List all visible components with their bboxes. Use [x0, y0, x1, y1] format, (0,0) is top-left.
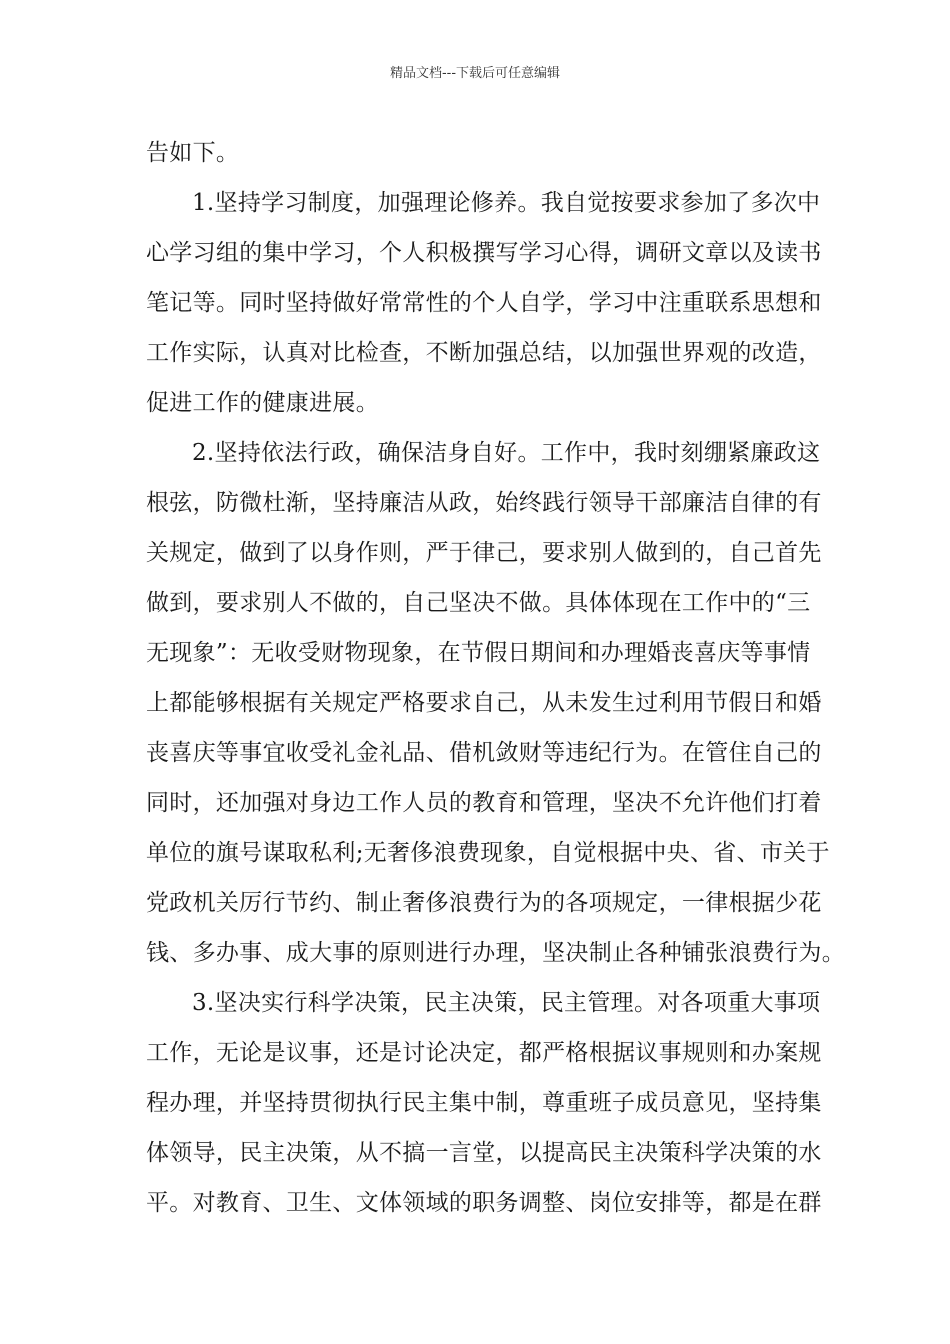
paragraph-2-start: 2.坚持依法行政，确保洁身自好。工作中，我时刻绷紧廉政这: [192, 440, 821, 466]
text-line: 体领导，民主决策，从不搞一言堂，以提高民主决策科学决策的水: [146, 1140, 822, 1166]
text-line: 钱、多办事、成大事的原则进行办理，坚决制止各种铺张浪费行为。: [146, 940, 845, 966]
text-line: 同时，还加强对身边工作人员的教育和管理，坚决不允许他们打着: [146, 790, 822, 816]
text-line: 关规定，做到了以身作则，严于律己，要求别人做到的，自己首先: [146, 540, 822, 566]
text-line: 党政机关厉行节约、制止奢侈浪费行为的各项规定，一律根据少花: [146, 890, 822, 916]
text-line: 做到，要求别人不做的，自己坚决不做。具体体现在工作中的“三: [146, 590, 811, 616]
text-line: 工作，无论是议事，还是讨论决定，都严格根据议事规则和办案规: [146, 1040, 822, 1066]
paragraph-1-start: 1.坚持学习制度，加强理论修养。我自觉按要求参加了多次中: [192, 190, 821, 216]
text-line: 根弦，防微杜渐，坚持廉洁从政，始终践行领导干部廉洁自律的有: [146, 490, 822, 516]
text-line: 丧喜庆等事宜收受礼金礼品、借机敛财等违纪行为。在管住自己的: [146, 740, 822, 766]
text-line: 心学习组的集中学习，个人积极撰写学习心得，调研文章以及读书: [146, 240, 822, 266]
text-line: 程办理，并坚持贯彻执行民主集中制，尊重班子成员意见，坚持集: [146, 1090, 822, 1116]
text-line: 笔记等。同时坚持做好常常性的个人自学，学习中注重联系思想和: [146, 290, 822, 316]
text-line: 工作实际，认真对比检查，不断加强总结，以加强世界观的改造，: [146, 340, 822, 366]
text-line: 上都能够根据有关规定严格要求自己，从未发生过利用节假日和婚: [146, 690, 822, 716]
text-line: 告如下。: [146, 140, 240, 166]
paragraph-3-start: 3.坚决实行科学决策，民主决策，民主管理。对各项重大事项: [192, 990, 821, 1016]
text-line: 无现象”：无收受财物现象，在节假日期间和办理婚丧喜庆等事情: [146, 640, 811, 666]
text-line: 促进工作的健康进展。: [146, 390, 379, 416]
text-line: 平。对教育、卫生、文体领域的职务调整、岗位安排等，都是在群: [146, 1190, 822, 1216]
document-body: [146, 128, 845, 1228]
page-header: 精品文档---下载后可任意编辑: [389, 66, 561, 81]
text-line: 单位的旗号谋取私利;无奢侈浪费现象，自觉根据中央、省、市关于: [146, 840, 830, 866]
